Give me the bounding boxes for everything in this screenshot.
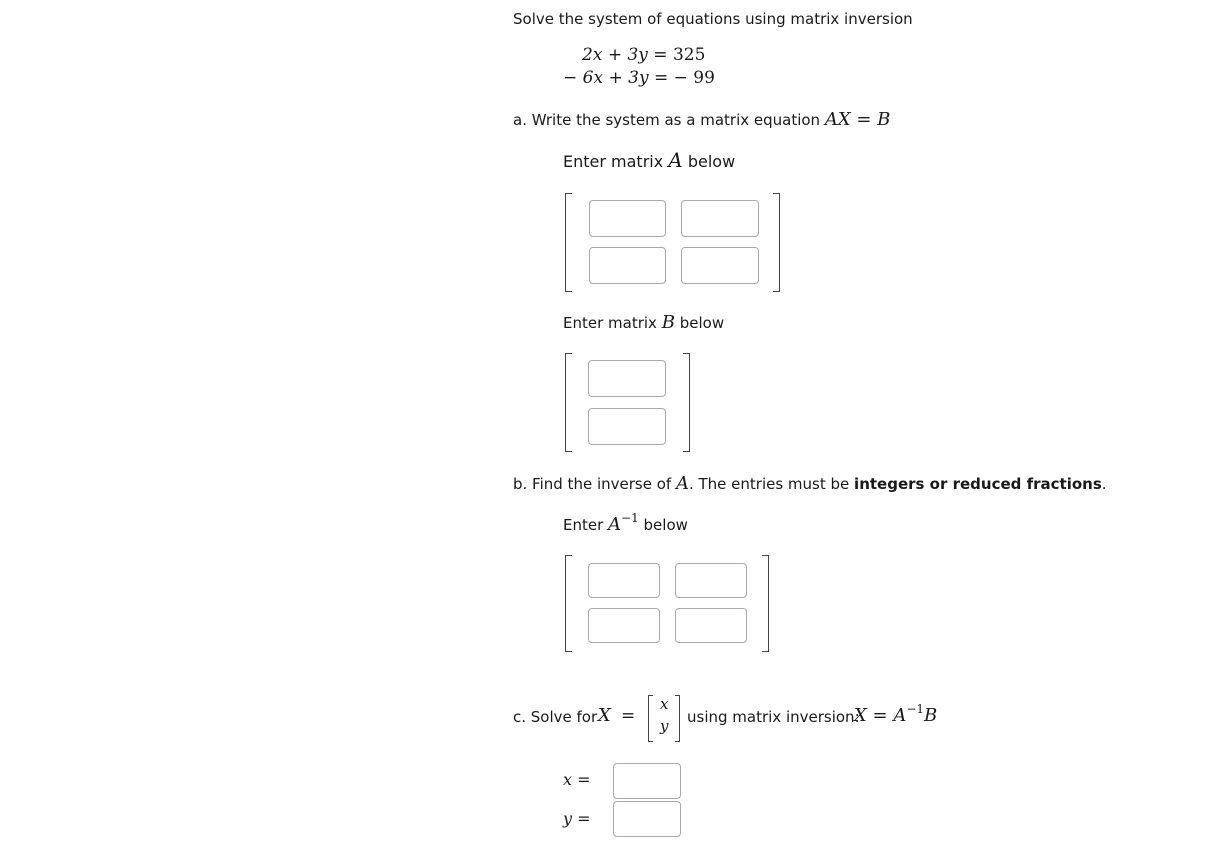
matrix-b-right-bracket [683,353,690,452]
matrix-equation: AX = B [824,109,891,130]
xy-vector: x y [648,694,682,744]
matrix-a-cell-r1c1[interactable] [589,200,666,237]
y-label: y = [563,809,591,828]
equation-system [563,45,726,91]
part-a-prompt: a. Write the system as a matrix equation AX = B [513,109,891,130]
matrix-inv-cell-r1c2[interactable] [675,563,747,598]
enter-inverse-label: Enter $A^{-1}$ below [563,511,688,535]
x-label: x = [563,770,591,789]
matrix-b-left-bracket [565,353,572,452]
inversion-formula: $X = A^{-1}B$ [854,702,938,726]
matrix-a-cell-r2c1[interactable] [589,247,666,284]
equation-2: − 6x + 3y = − 99 [563,68,715,88]
part-c-prompt: c. Solve for X = x y using matrix inversion: $X = A^{-1}B$ [513,694,973,744]
enter-matrix-a-label: Enter matrix A below [563,148,736,172]
matrix-inv-cell-r2c1[interactable] [588,608,660,643]
matrix-a-cell-r1c2[interactable] [681,200,759,237]
y-answer-input[interactable] [613,801,681,837]
matrix-inv-left-bracket [565,555,572,652]
matrix-inv-cell-r2c2[interactable] [675,608,747,643]
vector-left-bracket [648,695,653,742]
enter-matrix-b-label: Enter matrix B below [563,312,725,333]
matrix-inv-cell-r1c1[interactable] [588,563,660,598]
matrix-a-cell-r2c2[interactable] [681,247,759,284]
matrix-b-cell-r2[interactable] [588,408,666,445]
matrix-inv-right-bracket [762,555,769,652]
x-answer-input[interactable] [613,763,681,799]
matrix-a-right-bracket [773,193,780,292]
vector-right-bracket [675,695,680,742]
equation-1: 2x + 3y = 325 [582,45,706,65]
matrix-a-left-bracket [565,193,572,292]
problem-intro: Solve the system of equations using matrix inversion [513,10,913,28]
matrix-b-cell-r1[interactable] [588,360,666,397]
requirement-emphasis: integers or reduced fractions [854,475,1102,493]
part-b-prompt: b. Find the inverse of A. The entries must be integers or reduced fractions. [513,473,1107,494]
